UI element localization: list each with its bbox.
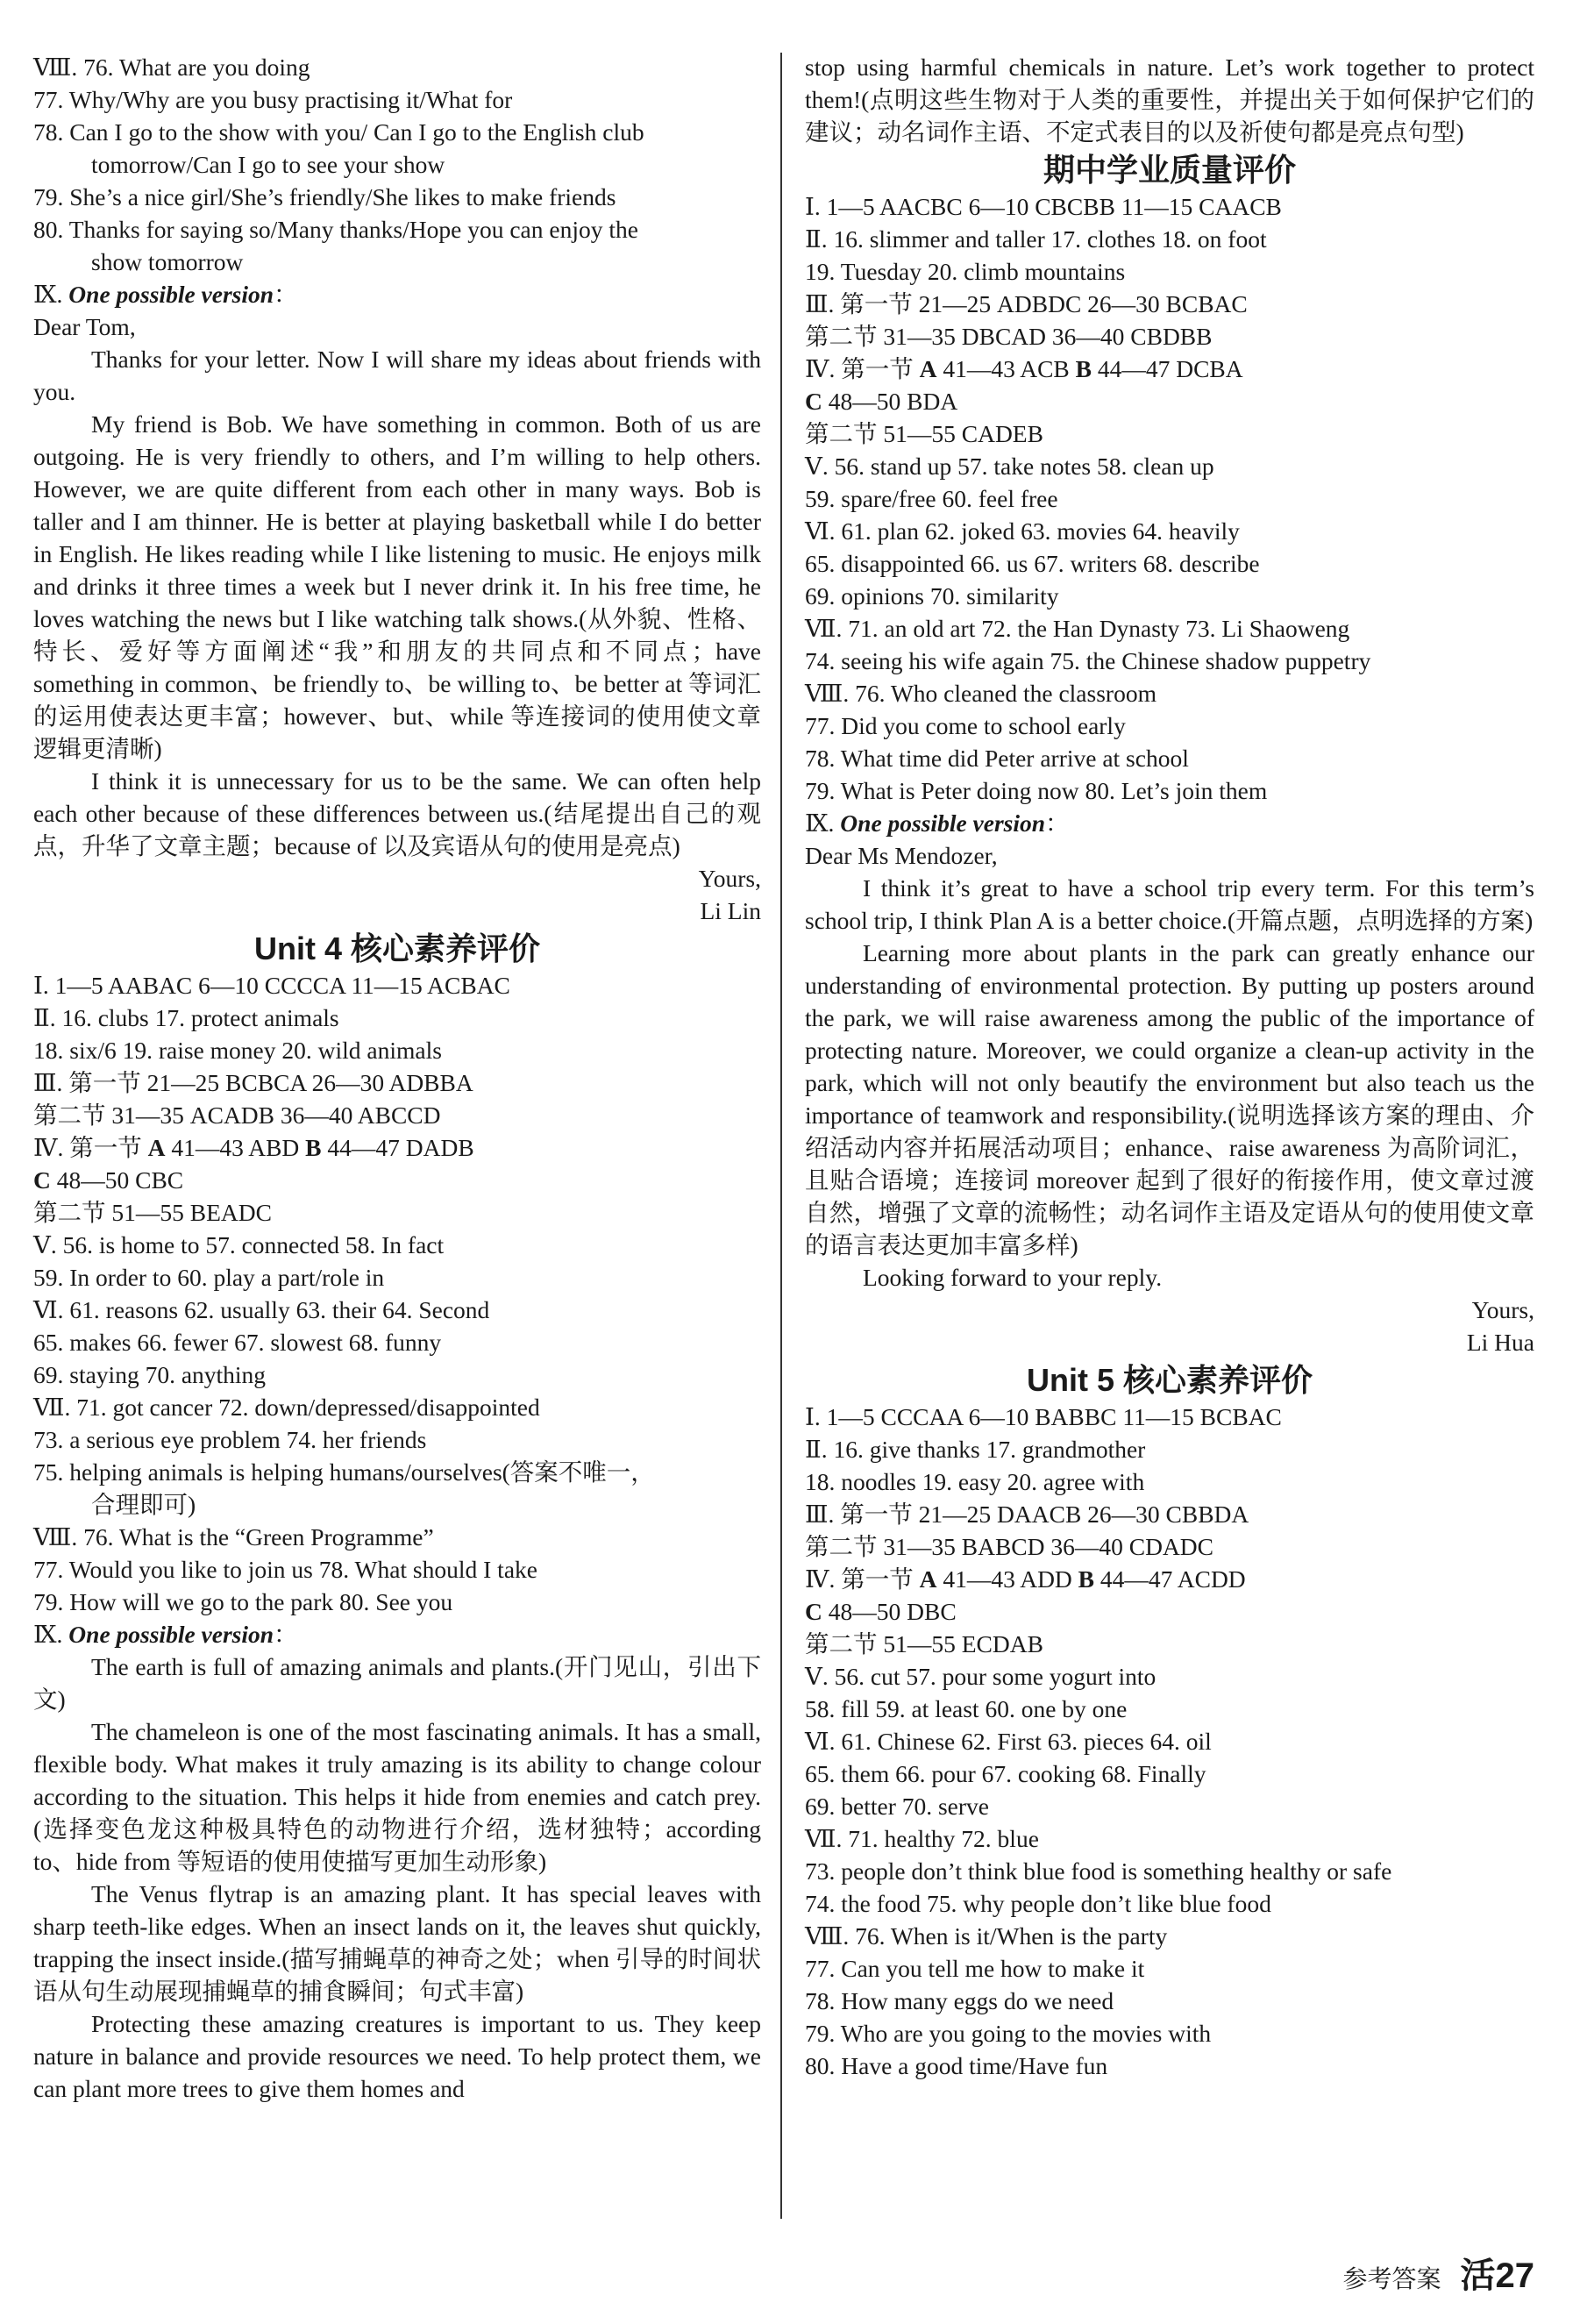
letter-closing: Yours, bbox=[698, 865, 761, 892]
answer-line: Ⅷ. 76. When is it/When is the party bbox=[805, 1922, 1168, 1950]
answer-line: 80. Thanks for saying so/Many thanks/Hope you can enjoy the bbox=[33, 216, 638, 243]
answer-line: Ⅰ. 1—5 AABAC 6—10 CCCCA 11—15 ACBAC bbox=[33, 972, 510, 999]
essay-paragraph: I think it’s great to have a school trip every term. For this term’s school trip, I think Plan A is a better choice.(开篇点题，点明选择的方案) bbox=[805, 874, 1534, 934]
answer-line: 78. Can I go to the show with you/ Can I go to the English club bbox=[33, 118, 644, 146]
essay-paragraph: Thanks for your letter. Now I will share my ideas about friends with you. bbox=[33, 346, 761, 405]
answer-line: 73. people don’t think blue food is something healthy or safe bbox=[805, 1857, 1392, 1885]
section-ix-label: Ⅸ. One possible version： bbox=[33, 1621, 298, 1648]
answer-line: Ⅵ. 61. reasons 62. usually 63. their 64. Second bbox=[33, 1296, 490, 1323]
essay-paragraph: Looking forward to your reply. bbox=[863, 1264, 1163, 1291]
page-footer bbox=[1342, 2248, 1534, 2298]
answer-line: 65. them 66. pour 67. cooking 68. Finally bbox=[805, 1760, 1206, 1787]
answer-line: 19. Tuesday 20. climb mountains bbox=[805, 258, 1126, 285]
answer-line: Ⅱ. 16. slimmer and taller 17. clothes 18. on foot bbox=[805, 225, 1267, 253]
answer-line: Ⅲ. 第一节 21—25 DAACB 26—30 CBBDA bbox=[805, 1501, 1249, 1528]
answer-line: 78. What time did Peter arrive at school bbox=[805, 745, 1189, 772]
answer-line: Ⅴ. 56. is home to 57. connected 58. In fact bbox=[33, 1231, 445, 1258]
essay-paragraph: I think it is unnecessary for us to be the same. We can often help each other because of these differences between us.(结尾提出自己的观点，升华了文章主题；because of 以及宾语从句的使用是亮点) bbox=[33, 767, 761, 859]
answer-line: C 48—50 DBC bbox=[805, 1598, 957, 1625]
answer-line: Ⅱ. 16. clubs 17. protect animals bbox=[33, 1004, 339, 1031]
answer-line: Ⅷ. 76. Who cleaned the classroom bbox=[805, 680, 1156, 707]
answer-line: show tomorrow bbox=[91, 248, 244, 275]
answer-line: Ⅰ. 1—5 CCCAA 6—10 BABBC 11—15 BCBAC bbox=[805, 1403, 1282, 1430]
answer-line: Ⅶ. 71. got cancer 72. down/depressed/disappointed bbox=[33, 1394, 540, 1421]
letter-signature: Li Hua bbox=[1466, 1329, 1534, 1356]
answer-line: 74. the food 75. why people don’t like blue food bbox=[805, 1890, 1271, 1917]
answer-line: 69. opinions 70. similarity bbox=[805, 582, 1059, 610]
answer-line: 第二节 31—35 BABCD 36—40 CDADC bbox=[805, 1533, 1214, 1560]
essay-paragraph: My friend is Bob. We have something in common. Both of us are outgoing. He is very friendly to others, and I’m willing to help others. However, we are quite different from each other in many ways. Bob is taller and I am thinner. He is better at playing basketball while I do better in English. He likes reading while I like listening to music. He enjoys milk and drinks it three times a week but I never drink it. In his free time, he loves watching the news but I like watching talk shows.(从外貌、性格、特长、爱好等方面阐述“我”和朋友的共同点和不同点；have something in common、be friendly to、be willing to、be better at 等词汇的运用使表达更丰富；however、but、while 等连接词的使用使文章逻辑更清晰) bbox=[33, 410, 761, 762]
answer-line: Ⅵ. 61. Chinese 62. First 63. pieces 64. oil bbox=[805, 1728, 1212, 1755]
answer-line: C 48—50 BDA bbox=[805, 388, 958, 415]
answer-line: 18. six/6 19. raise money 20. wild animals bbox=[33, 1037, 442, 1064]
answer-line: 77. Did you come to school early bbox=[805, 712, 1126, 739]
essay-paragraph: The earth is full of amazing animals and plants.(开门见山，引出下文) bbox=[33, 1653, 761, 1713]
answer-line: 65. makes 66. fewer 67. slowest 68. funny bbox=[33, 1329, 442, 1356]
answer-line: 75. helping animals is helping humans/ourselves(答案不唯一， bbox=[33, 1458, 655, 1486]
answer-line: Ⅳ. 第一节 A 41—43 ACB B 44—47 DCBA bbox=[805, 355, 1243, 382]
answer-line: Ⅱ. 16. give thanks 17. grandmother bbox=[805, 1436, 1146, 1463]
answer-line: Ⅴ. 56. cut 57. pour some yogurt into bbox=[805, 1663, 1156, 1690]
answer-line: 59. spare/free 60. feel free bbox=[805, 485, 1058, 512]
answer-line: 74. seeing his wife again 75. the Chinese shadow puppetry bbox=[805, 647, 1371, 674]
answer-line: 第二节 31—35 DBCAD 36—40 CBDBB bbox=[805, 323, 1213, 350]
answer-line: Ⅶ. 71. an old art 72. the Han Dynasty 73. Li Shaoweng bbox=[805, 615, 1350, 642]
answer-line: 第二节 51—55 BEADC bbox=[33, 1199, 272, 1226]
answer-line: 59. In order to 60. play a part/role in bbox=[33, 1264, 385, 1291]
answer-line: 77. Why/Why are you busy practising it/What for bbox=[33, 86, 513, 113]
right-column bbox=[805, 51, 1534, 2082]
answer-line: Ⅲ. 第一节 21—25 ADBDC 26—30 BCBAC bbox=[805, 290, 1248, 317]
answer-line: 77. Can you tell me how to make it bbox=[805, 1955, 1145, 1982]
answer-line: 80. Have a good time/Have fun bbox=[805, 2052, 1108, 2079]
footer-label: 参考答案 bbox=[1342, 2265, 1441, 2292]
unit5-heading: Unit 5 核心素养评价 bbox=[1026, 1362, 1313, 1398]
answer-line: 79. What is Peter doing now 80. Let’s join them bbox=[805, 777, 1268, 804]
answer-line: Ⅶ. 71. healthy 72. blue bbox=[805, 1825, 1039, 1852]
essay-paragraph: Learning more about plants in the park can greatly enhance our understanding of environmental protection. By putting up posters around the park, we will raise awareness among the public of the importance of protecting nature. Moreover, we could organize a clean-up activity in the park, which will not only beautify the environment but also teach us the importance of teamwork and responsibility.(说明选择该方案的理由、介绍活动内容并拓展活动项目；enhance、raise awareness 为高阶词汇，且贴合语境；连接词 moreover 起到了很好的衔接作用，使文章过渡自然，增强了文章的流畅性；动名词作主语及定语从句的使用使文章的语言表达更加丰富多样) bbox=[805, 939, 1534, 1258]
answer-line: Ⅳ. 第一节 A 41—43 ABD B 44—47 DADB bbox=[33, 1134, 474, 1161]
answer-line: 第二节 31—35 ACADB 36—40 ABCCD bbox=[33, 1101, 441, 1129]
answer-line: Ⅲ. 第一节 21—25 BCBCA 26—30 ADBBA bbox=[33, 1069, 473, 1096]
answer-line: 79. Who are you going to the movies with bbox=[805, 2020, 1212, 2047]
letter-signature: Li Lin bbox=[700, 897, 761, 924]
answer-line: 18. noodles 19. easy 20. agree with bbox=[805, 1468, 1145, 1495]
unit4-heading: Unit 4 核心素养评价 bbox=[253, 930, 540, 966]
essay-paragraph: stop using harmful chemicals in nature. Let’s work together to protect them!(点明这些生物对于人类的重要性，并提出关于如何保护它们的建议；动名词作主语、不定式表目的以及祈使句都是亮点句型) bbox=[805, 53, 1534, 146]
answer-line: 合理即可) bbox=[91, 1491, 196, 1518]
answer-line: tomorrow/Can I go to see your show bbox=[91, 151, 445, 178]
answer-line: 77. Would you like to join us 78. What should I take bbox=[33, 1556, 537, 1583]
answer-line: C 48—50 CBC bbox=[33, 1166, 184, 1194]
answer-line: 65. disappointed 66. us 67. writers 68. describe bbox=[805, 550, 1260, 577]
answer-line: Ⅰ. 1—5 AACBC 6—10 CBCBB 11—15 CAACB bbox=[805, 193, 1282, 220]
answer-line: Ⅷ. 76. What are you doing bbox=[33, 53, 310, 81]
answer-line: 78. How many eggs do we need bbox=[805, 1987, 1114, 2014]
answer-line: Ⅷ. 76. What is the “Green Programme” bbox=[33, 1523, 434, 1551]
page-number: 活27 bbox=[1460, 2256, 1534, 2295]
essay-paragraph: Protecting these amazing creatures is important to us. They keep nature in balance and provide resources we need. To help protect them, we can plant more trees to give them homes and bbox=[33, 2010, 761, 2102]
answer-line: 69. staying 70. anything bbox=[33, 1361, 267, 1388]
letter-greeting: Dear Ms Mendozer, bbox=[805, 842, 998, 869]
answer-line: 第二节 51—55 ECDAB bbox=[805, 1630, 1043, 1657]
essay-paragraph: The Venus flytrap is an amazing plant. It has special leaves with sharp teeth-like edges. When an insect lands on it, the leaves shut quickly, trapping the insect inside.(描写捕蝇草的神奇之处；when 引导的时间状语从句生动展现捕蝇草的捕食瞬间；句式丰富) bbox=[33, 1880, 761, 2005]
answer-line: 69. better 70. serve bbox=[805, 1793, 989, 1820]
answer-line: 79. How will we go to the park 80. See you bbox=[33, 1588, 453, 1615]
answer-line: Ⅵ. 61. plan 62. joked 63. movies 64. heavily bbox=[805, 517, 1240, 545]
answer-line: Ⅴ. 56. stand up 57. take notes 58. clean up bbox=[805, 453, 1214, 480]
section-ix-label: Ⅸ. One possible version： bbox=[805, 809, 1070, 837]
essay-paragraph: The chameleon is one of the most fascinating animals. It has a small, flexible body. What makes it truly amazing is its ability to change colour according to the situation. This helps it hide from enemies and catch prey.(选择变色龙这种极具特色的动物进行介绍，选材独特；according to、hide from 等短语的使用使描写更加生动形象) bbox=[33, 1718, 761, 1875]
column-divider bbox=[780, 53, 782, 2219]
left-column bbox=[33, 51, 761, 2105]
midterm-heading: 期中学业质量评价 bbox=[1043, 152, 1296, 188]
answer-line: 73. a serious eye problem 74. her friends bbox=[33, 1426, 427, 1453]
letter-greeting: Dear Tom, bbox=[33, 313, 136, 340]
section-ix-label: Ⅸ. One possible version： bbox=[33, 281, 298, 308]
answer-line: 79. She’s a nice girl/She’s friendly/She likes to make friends bbox=[33, 183, 616, 210]
answer-line: 第二节 51—55 CADEB bbox=[805, 420, 1043, 447]
answer-line: Ⅳ. 第一节 A 41—43 ADD B 44—47 ACDD bbox=[805, 1565, 1246, 1593]
letter-closing: Yours, bbox=[1471, 1296, 1534, 1323]
answer-line: 58. fill 59. at least 60. one by one bbox=[805, 1695, 1128, 1722]
